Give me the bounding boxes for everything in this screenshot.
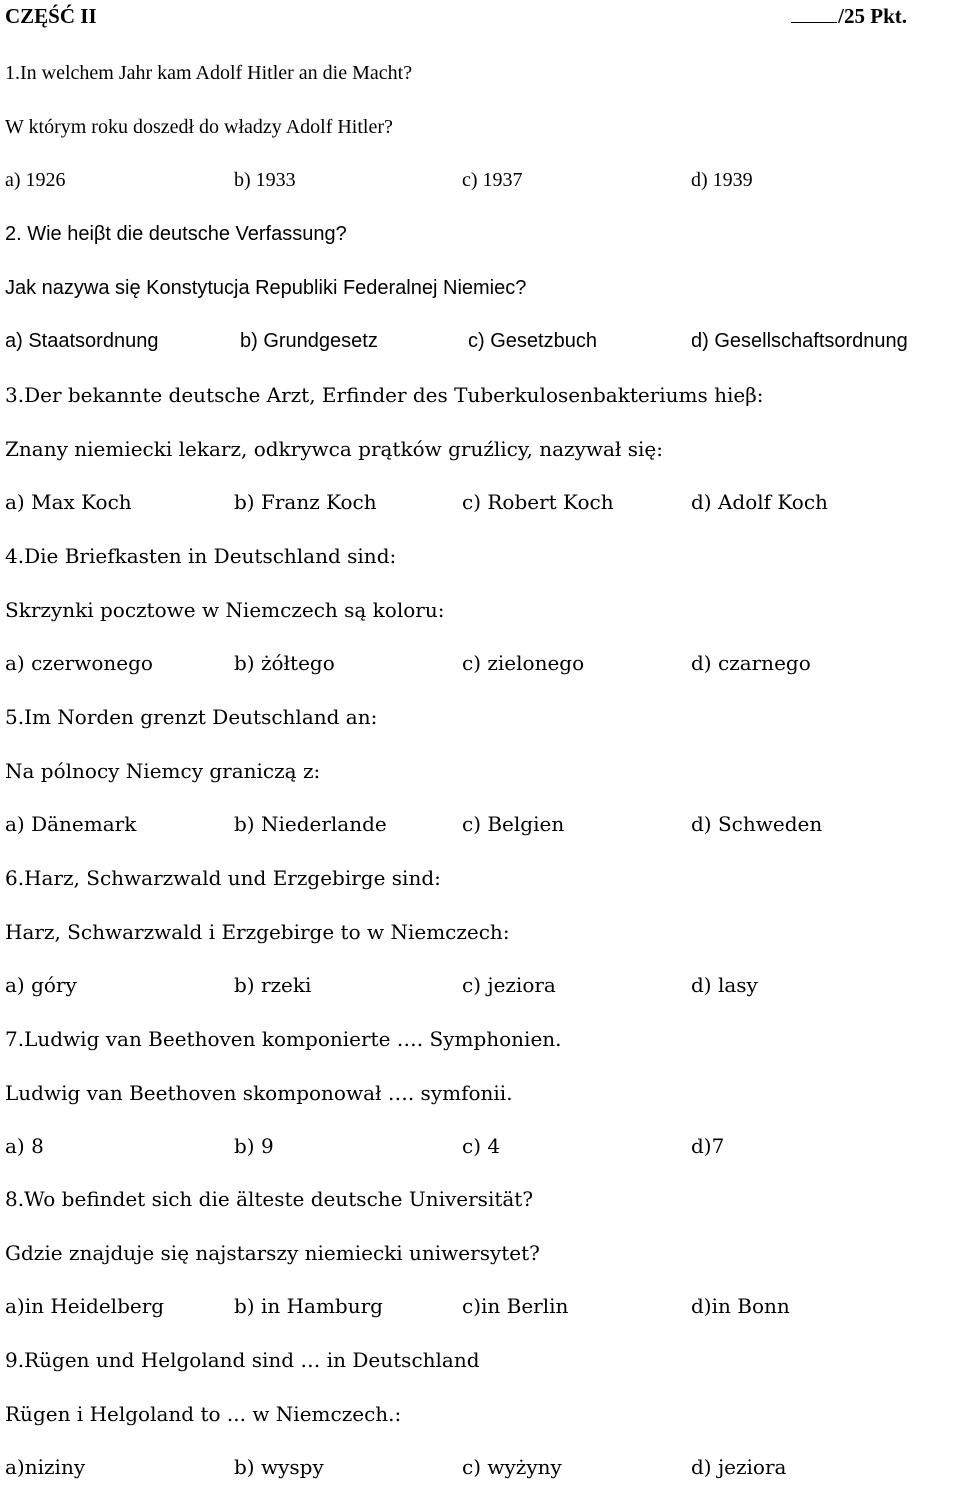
option-b: b) 1933 [234, 169, 296, 192]
option-d: d) Adolf Koch [691, 490, 828, 515]
question-8 [5, 1185, 960, 1346]
score-total: /25 Pkt. [838, 4, 907, 28]
option-d: d) Gesellschaftsordnung [691, 330, 908, 353]
option-c: c) zielonego [462, 651, 585, 676]
section-title: CZĘŚĆ II [5, 4, 97, 28]
option-a: a)niziny [5, 1455, 86, 1480]
option-c: c) 4 [462, 1134, 501, 1159]
question-de: 7.Ludwig van Beethoven komponierte …. Symphonien. [5, 1027, 562, 1051]
question-pl: Jak nazywa się Konstytucja Republiki Federalnej Niemiec? [5, 276, 527, 299]
question-6 [5, 864, 960, 1025]
option-c: c) 1937 [462, 169, 523, 192]
question-de: 4.Die Briefkasten in Deutschland sind: [5, 544, 397, 568]
option-d: d) czarnego [691, 651, 811, 676]
option-b: b) wyspy [234, 1455, 324, 1480]
question-de: 8.Wo befindet sich die älteste deutsche Universität? [5, 1187, 534, 1211]
option-b: b) in Hamburg [234, 1294, 383, 1319]
question-9 [5, 1346, 960, 1507]
answer-options [5, 649, 960, 703]
option-c: c) wyżyny [462, 1455, 562, 1480]
option-a: a) góry [5, 973, 77, 998]
option-d: d)7 [691, 1134, 725, 1159]
question-2 [5, 220, 960, 381]
question-5 [5, 703, 960, 864]
answer-options [5, 166, 960, 220]
answer-options [5, 327, 960, 381]
question-de: 6.Harz, Schwarzwald und Erzgebirge sind: [5, 866, 441, 890]
question-3 [5, 381, 960, 542]
answer-options [5, 1292, 960, 1346]
option-a: a) 1926 [5, 169, 66, 192]
question-pl: Znany niemiecki lekarz, odkrywca prątków gruźlicy, nazywał się: [5, 436, 663, 461]
answer-options [5, 810, 960, 864]
score-field [791, 4, 907, 29]
option-b: b) Franz Koch [234, 490, 377, 515]
option-b: b) rzeki [234, 973, 312, 998]
answer-options [5, 488, 960, 542]
question-de: 3.Der bekannte deutsche Arzt, Erfinder des Tuberkulosenbakteriums hieβ: [5, 383, 764, 407]
option-d: d)in Bonn [691, 1294, 790, 1319]
option-d: d) lasy [691, 973, 758, 998]
question-pl: Rügen i Helgoland to ... w Niemczech.: [5, 1401, 402, 1426]
option-a: a) Staatsordnung [5, 330, 159, 353]
option-b: b) żółtego [234, 651, 335, 676]
answer-options [5, 971, 960, 1025]
section-header [5, 4, 907, 32]
question-4 [5, 542, 960, 703]
option-a: a) Dänemark [5, 812, 137, 837]
answer-options [5, 1132, 960, 1186]
question-de: 5.Im Norden grenzt Deutschland an: [5, 705, 378, 729]
question-pl: W którym roku doszedł do władzy Adolf Hitler? [5, 115, 393, 138]
answer-options [5, 1453, 960, 1507]
question-pl: Gdzie znajduje się najstarszy niemiecki uniwersytet? [5, 1240, 540, 1265]
option-c: c) Belgien [462, 812, 565, 837]
option-b: b) 9 [234, 1134, 274, 1159]
option-c: c) Gesetzbuch [468, 330, 597, 353]
question-1 [5, 59, 960, 220]
question-7 [5, 1025, 960, 1186]
option-d: d) Schweden [691, 812, 823, 837]
question-pl: Harz, Schwarzwald i Erzgebirge to w Niemczech: [5, 919, 510, 944]
question-de: 1.In welchem Jahr kam Adolf Hitler an die Macht? [5, 62, 413, 84]
option-d: d) 1939 [691, 169, 753, 192]
option-c: c)in Berlin [462, 1294, 569, 1319]
option-c: c) jeziora [462, 973, 556, 998]
option-a: a) 8 [5, 1134, 44, 1159]
option-b: b) Grundgesetz [240, 330, 378, 353]
option-a: a) Max Koch [5, 490, 132, 515]
question-pl: Ludwig van Beethoven skomponował …. symfonii. [5, 1080, 513, 1105]
option-b: b) Niederlande [234, 812, 387, 837]
question-de: 9.Rügen und Helgoland sind … in Deutschland [5, 1348, 480, 1372]
option-a: a)in Heidelberg [5, 1294, 165, 1319]
question-pl: Skrzynki pocztowe w Niemczech są koloru: [5, 597, 445, 622]
question-pl: Na pólnocy Niemcy graniczą z: [5, 758, 321, 783]
score-blank-line [791, 4, 837, 23]
option-d: d) jeziora [691, 1455, 787, 1480]
option-a: a) czerwonego [5, 651, 153, 676]
option-c: c) Robert Koch [462, 490, 614, 515]
question-de: 2. Wie heiβt die deutsche Verfassung? [5, 223, 347, 245]
